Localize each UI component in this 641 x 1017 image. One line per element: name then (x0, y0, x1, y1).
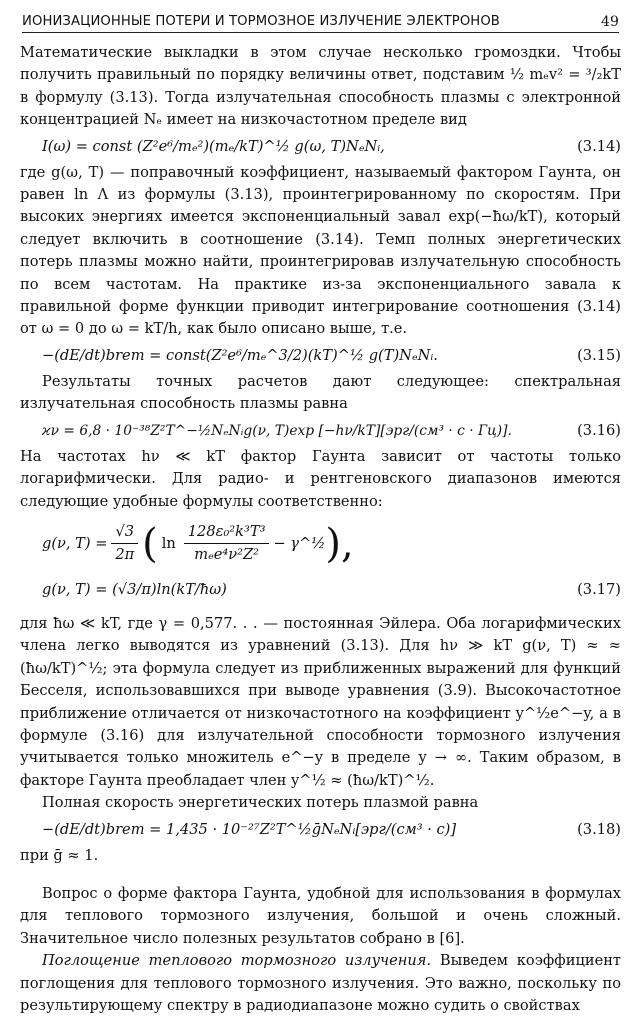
page-body (20, 42, 621, 1017)
equation-3-16 (20, 416, 621, 446)
equation-3-17 (20, 513, 621, 613)
paragraph-3: Результаты точных расчетов дают следующее: спектральная излучательная способность плазмы равна (20, 372, 621, 413)
equation-3-14 (20, 132, 621, 162)
equation-formula: ϰν = 6,8 · 10⁻³⁸Z²T^−½NₑNᵢg(ν, T)exp [−hν/kT][эрг/(см³ · с · Гц)]. (42, 422, 512, 439)
paragraph-7: при ḡ ≈ 1. (20, 846, 99, 864)
left-paren: ( (142, 520, 158, 567)
paragraph-6: Полная скорость энергетических потерь плазмой равна (42, 794, 479, 812)
paragraph-1: Математические выкладки в этом случае несколько громоздки. Чтобы получить правильный по порядку величины ответ, подставим ½ mₑv² = ³/₂kT в формулу (3.13). Тогда излучательная способность плазмы с электронной концентрацией Nₑ имеет на низкочастотном пределе вид (20, 44, 621, 129)
equation-number: (3.15) (577, 346, 621, 364)
equation-tail: − γ^½ (273, 534, 326, 552)
chapter-title: ИОНИЗАЦИОННЫЕ ПОТЕРИ И ТОРМОЗНОЕ ИЗЛУЧЕНИЕ ЭЛЕКТРОНОВ (22, 14, 500, 29)
fraction (111, 521, 138, 566)
page-number: 49 (600, 14, 619, 30)
equation-lhs: g(ν, T) = (42, 534, 108, 552)
paragraph-text: Выведем коэффициент поглощения для теплового тормозного излучения. Это важно, поскольку по результирующему спектру в радиодиапазоне можно судить о свойствах (20, 952, 622, 1014)
paragraph-9 (20, 950, 621, 1017)
equation-formula: I(ω) = const (Z²e⁶/mₑ²)(mₑ/kT)^½ g(ω, T)NₑNᵢ, (42, 137, 385, 155)
paragraph-8: Вопрос о форме фактора Гаунта, удобной для использования в формулах для теплового тормозного излучения, большой и очень сложный. Значительное число полезных результатов собрано в [6]. (20, 884, 621, 947)
section-run-in-heading: Поглощение теплового тормозного излучения. (42, 952, 432, 970)
equation-number: (3.18) (577, 820, 621, 838)
ln-operator: ln (161, 534, 176, 552)
right-paren: ), (325, 520, 354, 567)
equation-formula: −(dE/dt)brem = const(Z²e⁶/mₑ^3/2)(kT)^½ g(T)NₑNᵢ. (42, 346, 438, 364)
equation-formula: g(ν, T) = (√3/π)ln(kT/ħω) (42, 580, 227, 598)
fraction-denominator: 2π (115, 546, 135, 564)
fraction-numerator: 128ε₀²k³T³ (184, 521, 270, 544)
fraction-denominator: mₑe⁴ν²Z² (194, 546, 259, 564)
inner-fraction (184, 521, 270, 566)
fraction-numerator: √3 (111, 521, 138, 544)
paragraph-2: где g(ω, T) — поправочный коэффициент, называемый фактором Гаунта, он равен ln Λ из формулы (3.13), проинтегрированному по скоростям. При высоких энергиях имеется экспоненциальный завал exp(−ħω/kT), который следует включить в соотношение (3.14). Темп полных энергетических потерь плазмы можно найти, проинтегрировав излучательную способность по всем частотам. На практике из-за экспоненциального завала к правильной форме функции приводит интегрирование соотношения (3.14) от ω = 0 до ω = kT/h, как было описано выше, т.е. (20, 163, 621, 338)
equation-3-18 (20, 815, 621, 845)
equation-number: (3.16) (577, 421, 621, 439)
running-header (22, 12, 619, 33)
equation-3-15 (20, 341, 621, 371)
equation-number: (3.14) (577, 137, 621, 155)
paragraph-5: для ħω ≪ kT, где γ = 0,577. . . — постоянная Эйлера. Оба логарифмических члена легко выводятся из уравнений (3.13). Для hν ≫ kT g(ν, T) ≈ ≈ (ħω/kT)^½; эта формула следует из приближенных выражений для функций Бесселя, использовавшихся при выводе уравнения (3.9). Высокочастотное приближение отличается от низкочастотного на коэффициент y^½e^−y, а в формуле (3.16) для излучательной способности тормозного излучения учитывается только множитель e^−y в пределе y → ∞. Таким образом, в факторе Гаунта преобладает член y^½ ≈ (ħω/kT)^½. (20, 614, 621, 789)
paragraph-4: На частотах hν ≪ kT фактор Гаунта зависит от частоты только логарифмически. Для радио- и рентгеновского диапазонов имеются следующие удобные формулы соответственно: (20, 447, 621, 510)
equation-formula: −(dE/dt)brem = 1,435 · 10⁻²⁷Z²T^½ḡNₑNᵢ[эрг/(см³ · с)] (42, 820, 457, 838)
equation-3-17-line-1 (42, 513, 354, 575)
equation-number: (3.17) (577, 580, 621, 598)
